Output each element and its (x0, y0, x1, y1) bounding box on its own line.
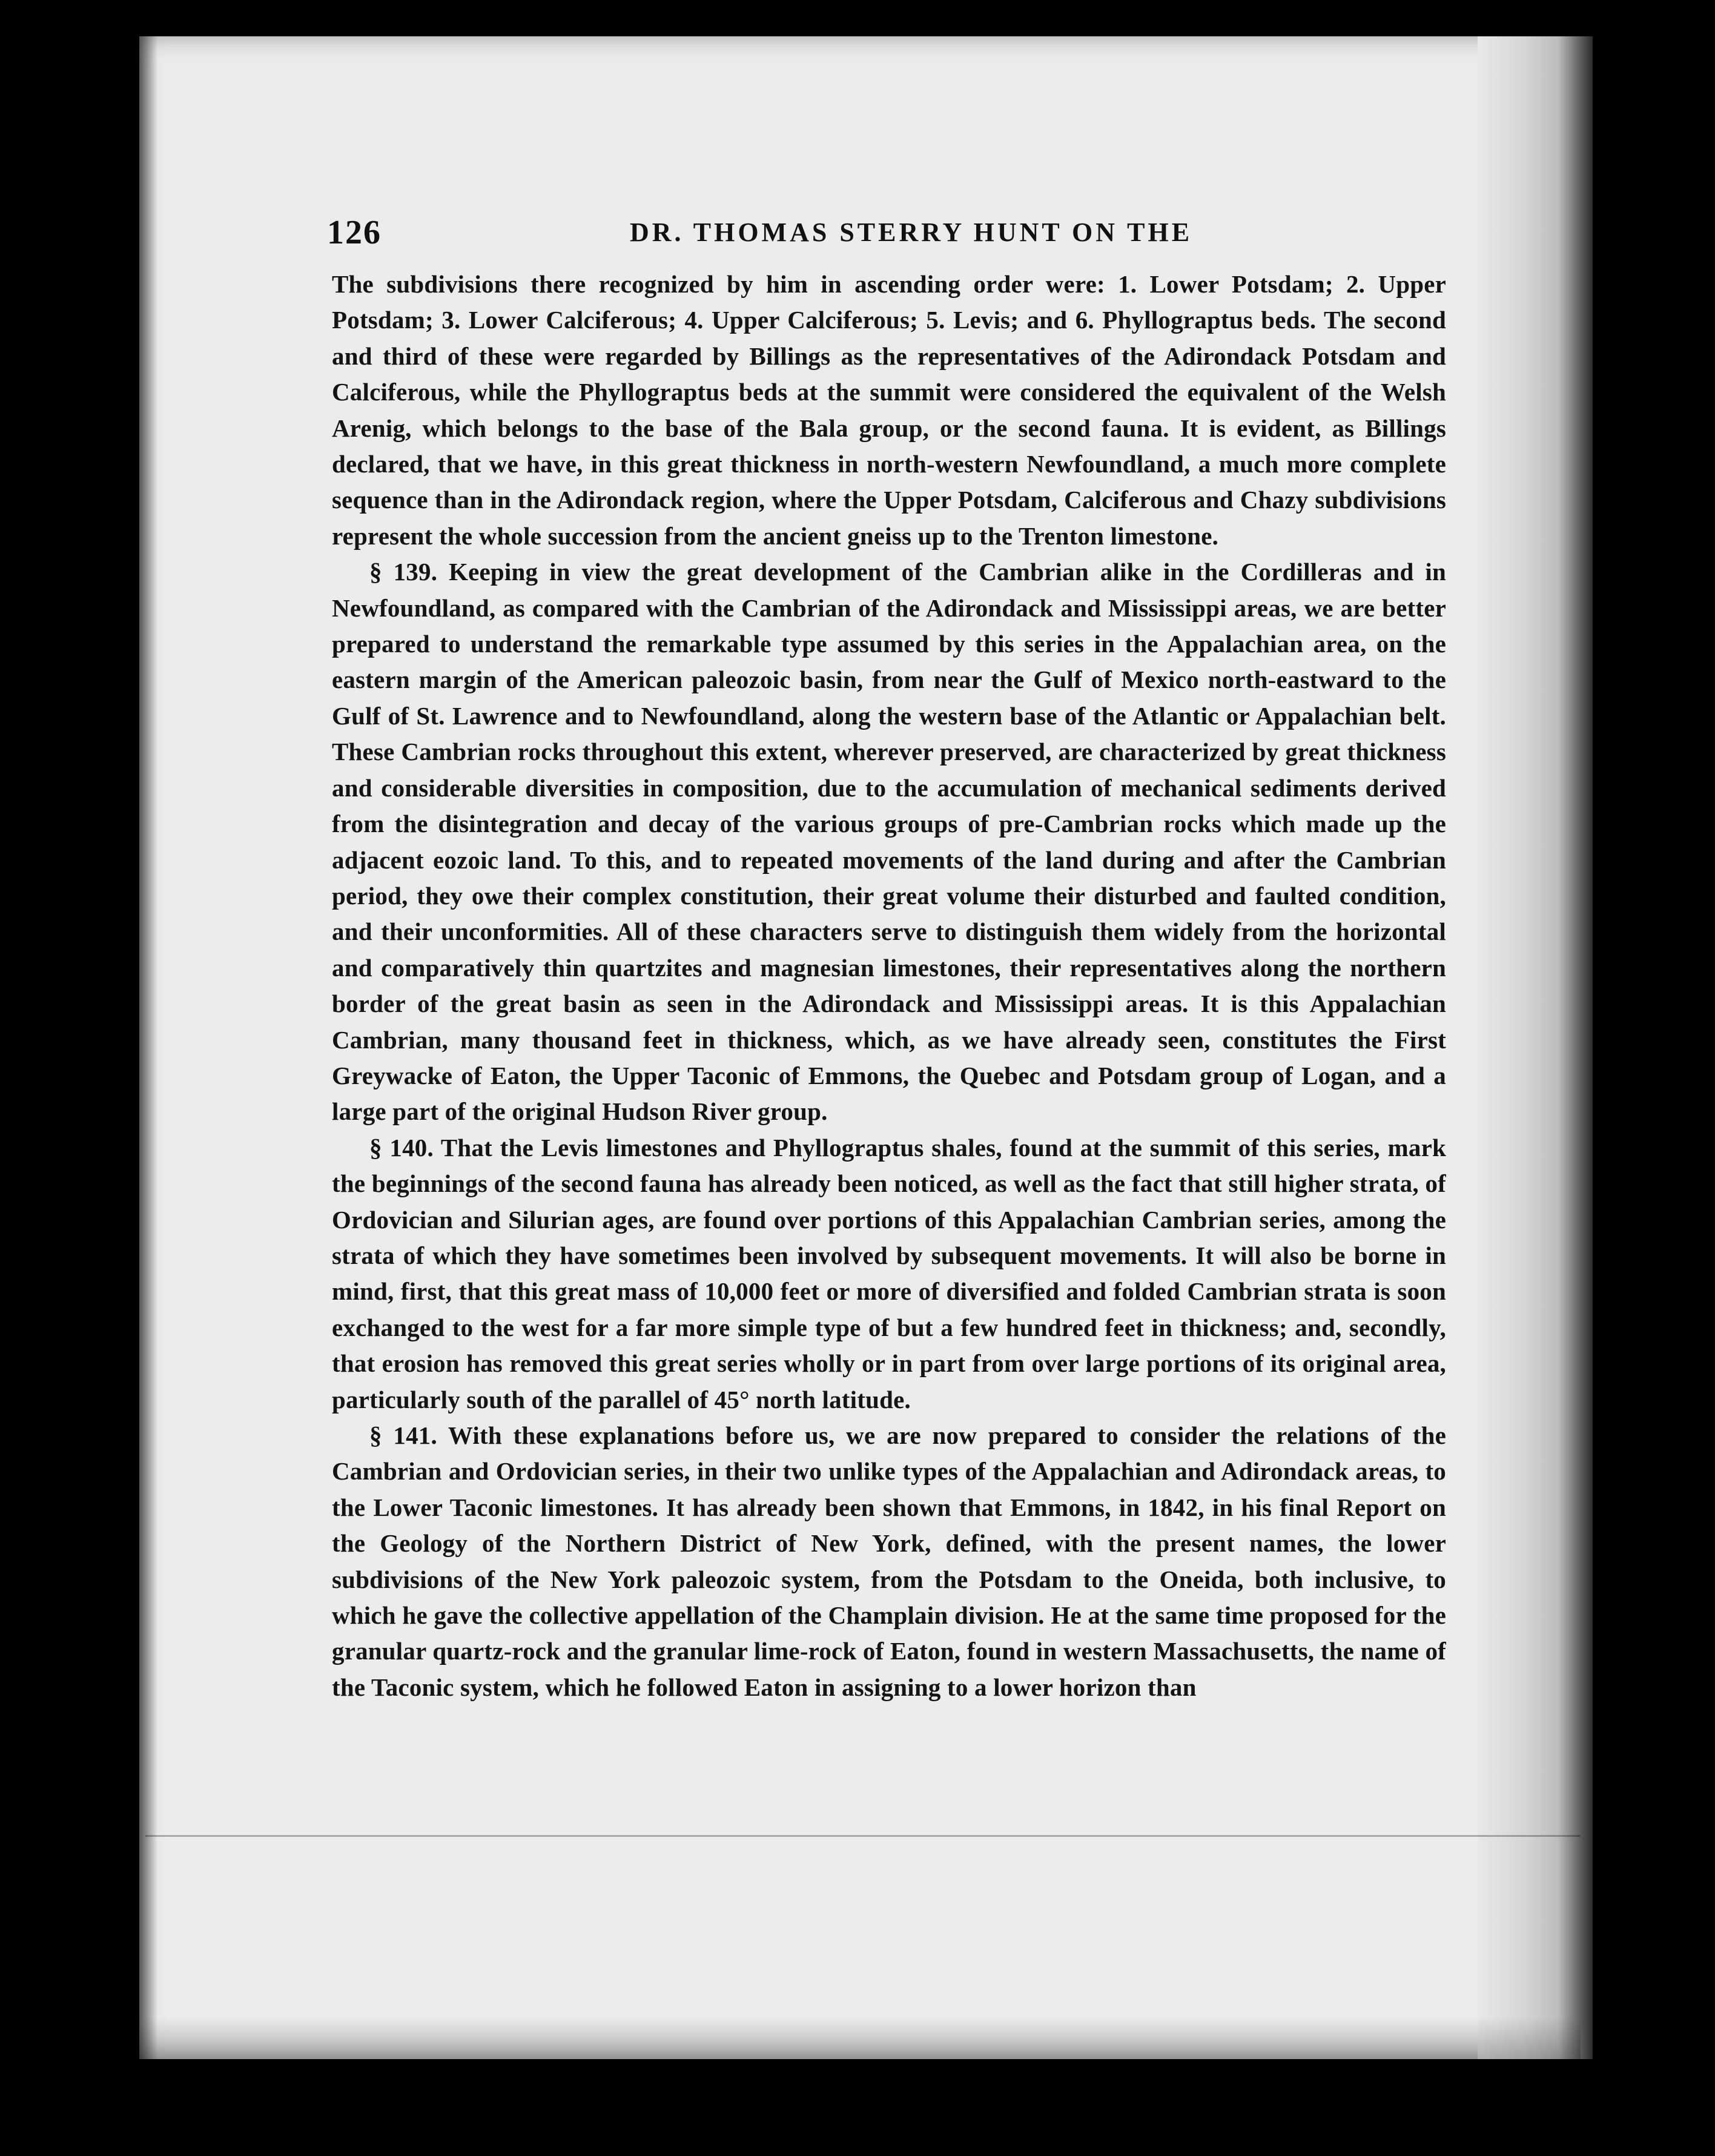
paragraph-section-140: § 140. That the Levis limestones and Phyllograptus shales, found at the summit of this series, mark the beginnings of the second fauna has already been noticed, as well as the fact that still higher strata, of Ordovician and Silurian ages, are found over portions of this Appalachian Cambrian series, among the strata of which they have sometimes been involved by subsequent movements. It will also be borne in mind, first, that this great mass of 10,000 feet or more of diversified and folded Cambrian strata is soon exchanged to the west for a far more simple type of but a few hundred feet in thickness; and, secondly, that erosion has removed this great series wholly or in part from over large portions of its original area, particularly south of the parallel of 45° north latitude. (332, 1133, 1446, 1414)
paragraph-continued: The subdivisions there recognized by him in ascending order were: 1. Lower Potsdam; 2. Upper Potsdam; 3. Lower Calciferous; 4. Upper Calciferous; 5. Levis; and 6. Phyllograptus beds. The second and third of these were regarded by Billings as the representatives of the Adirondack Potsdam and Calciferous, while the Phyllograptus beds at the summit were considered the equivalent of the Welsh Arenig, which belongs to the base of the Bala group, or the second fauna. It is evident, as Billings declared, that we have, in this great thickness in north-western Newfoundland, a much more complete sequence than in the Adirondack region, where the Upper Potsdam, Calciferous and Chazy subdivisions represent the whole succession from the ancient gneiss up to the Trenton limestone. (332, 270, 1446, 550)
paragraph-section-141: § 141. With these explanations before us, we are now prepared to consider the relations of the Cambrian and Ordovician series, in their two unlike types of the Appalachian and Adirondack areas, to the Lower Taconic limestones. It has already been shown that Emmons, in 1842, in his final Report on the Geology of the Northern District of New York, defined, with the present names, the lower subdivisions of the New York paleozoic system, from the Potsdam to the Oneida, both inclusive, to which he gave the collective appellation of the Champlain division. He at the same time proposed for the granular quartz-rock and the granular lime-rock of Eaton, found in western Massachusetts, the name of the Taconic system, which he followed Eaton in assigning to a lower horizon than (332, 1421, 1446, 1701)
page-bottom-shadow (139, 2017, 1581, 2059)
page-header (327, 213, 1223, 256)
running-head: DR. THOMAS STERRY HUNT ON THE (630, 217, 1193, 247)
body-text (332, 266, 1446, 1877)
scan-artifact-line (145, 1835, 1581, 1837)
page-edge-shadow (139, 36, 157, 2059)
page-number: 126 (327, 214, 382, 251)
paragraph-section-139: § 139. Keeping in view the great development of the Cambrian alike in the Cordilleras and in Newfoundland, as compared with the Cambrian of the Adirondack and Mississippi areas, we are better prepared to understand the remarkable type assumed by this series in the Appalachian area, on the eastern margin of the American paleozoic basin, from near the Gulf of Mexico north-eastward to the Gulf of St. Lawrence and to Newfoundland, along the western base of the Atlantic or Appalachian belt. These Cambrian rocks throughout this extent, wherever preserved, are characterized by great thickness and considerable diversities in composition, due to the accumulation of mechanical sediments derived from the disintegration and decay of the various groups of pre-Cambrian rocks which made up the adjacent eozoic land. To this, and to repeated movements of the land during and after the Cambrian period, they owe their complex constitution, their great volume their disturbed and faulted condition, and their unconformities. All of these characters serve to distinguish them widely from the horizontal and comparatively thin quartzites and magnesian limestones, their representatives along the northern border of the great basin as seen in the Adirondack and Mississippi areas. It is this Appalachian Cambrian, many thousand feet in thickness, which, as we have already seen, constitutes the First Greywacke of Eaton, the Upper Taconic of Emmons, the Quebec and Potsdam group of Logan, and a large part of the original Hudson River group. (332, 558, 1446, 1126)
